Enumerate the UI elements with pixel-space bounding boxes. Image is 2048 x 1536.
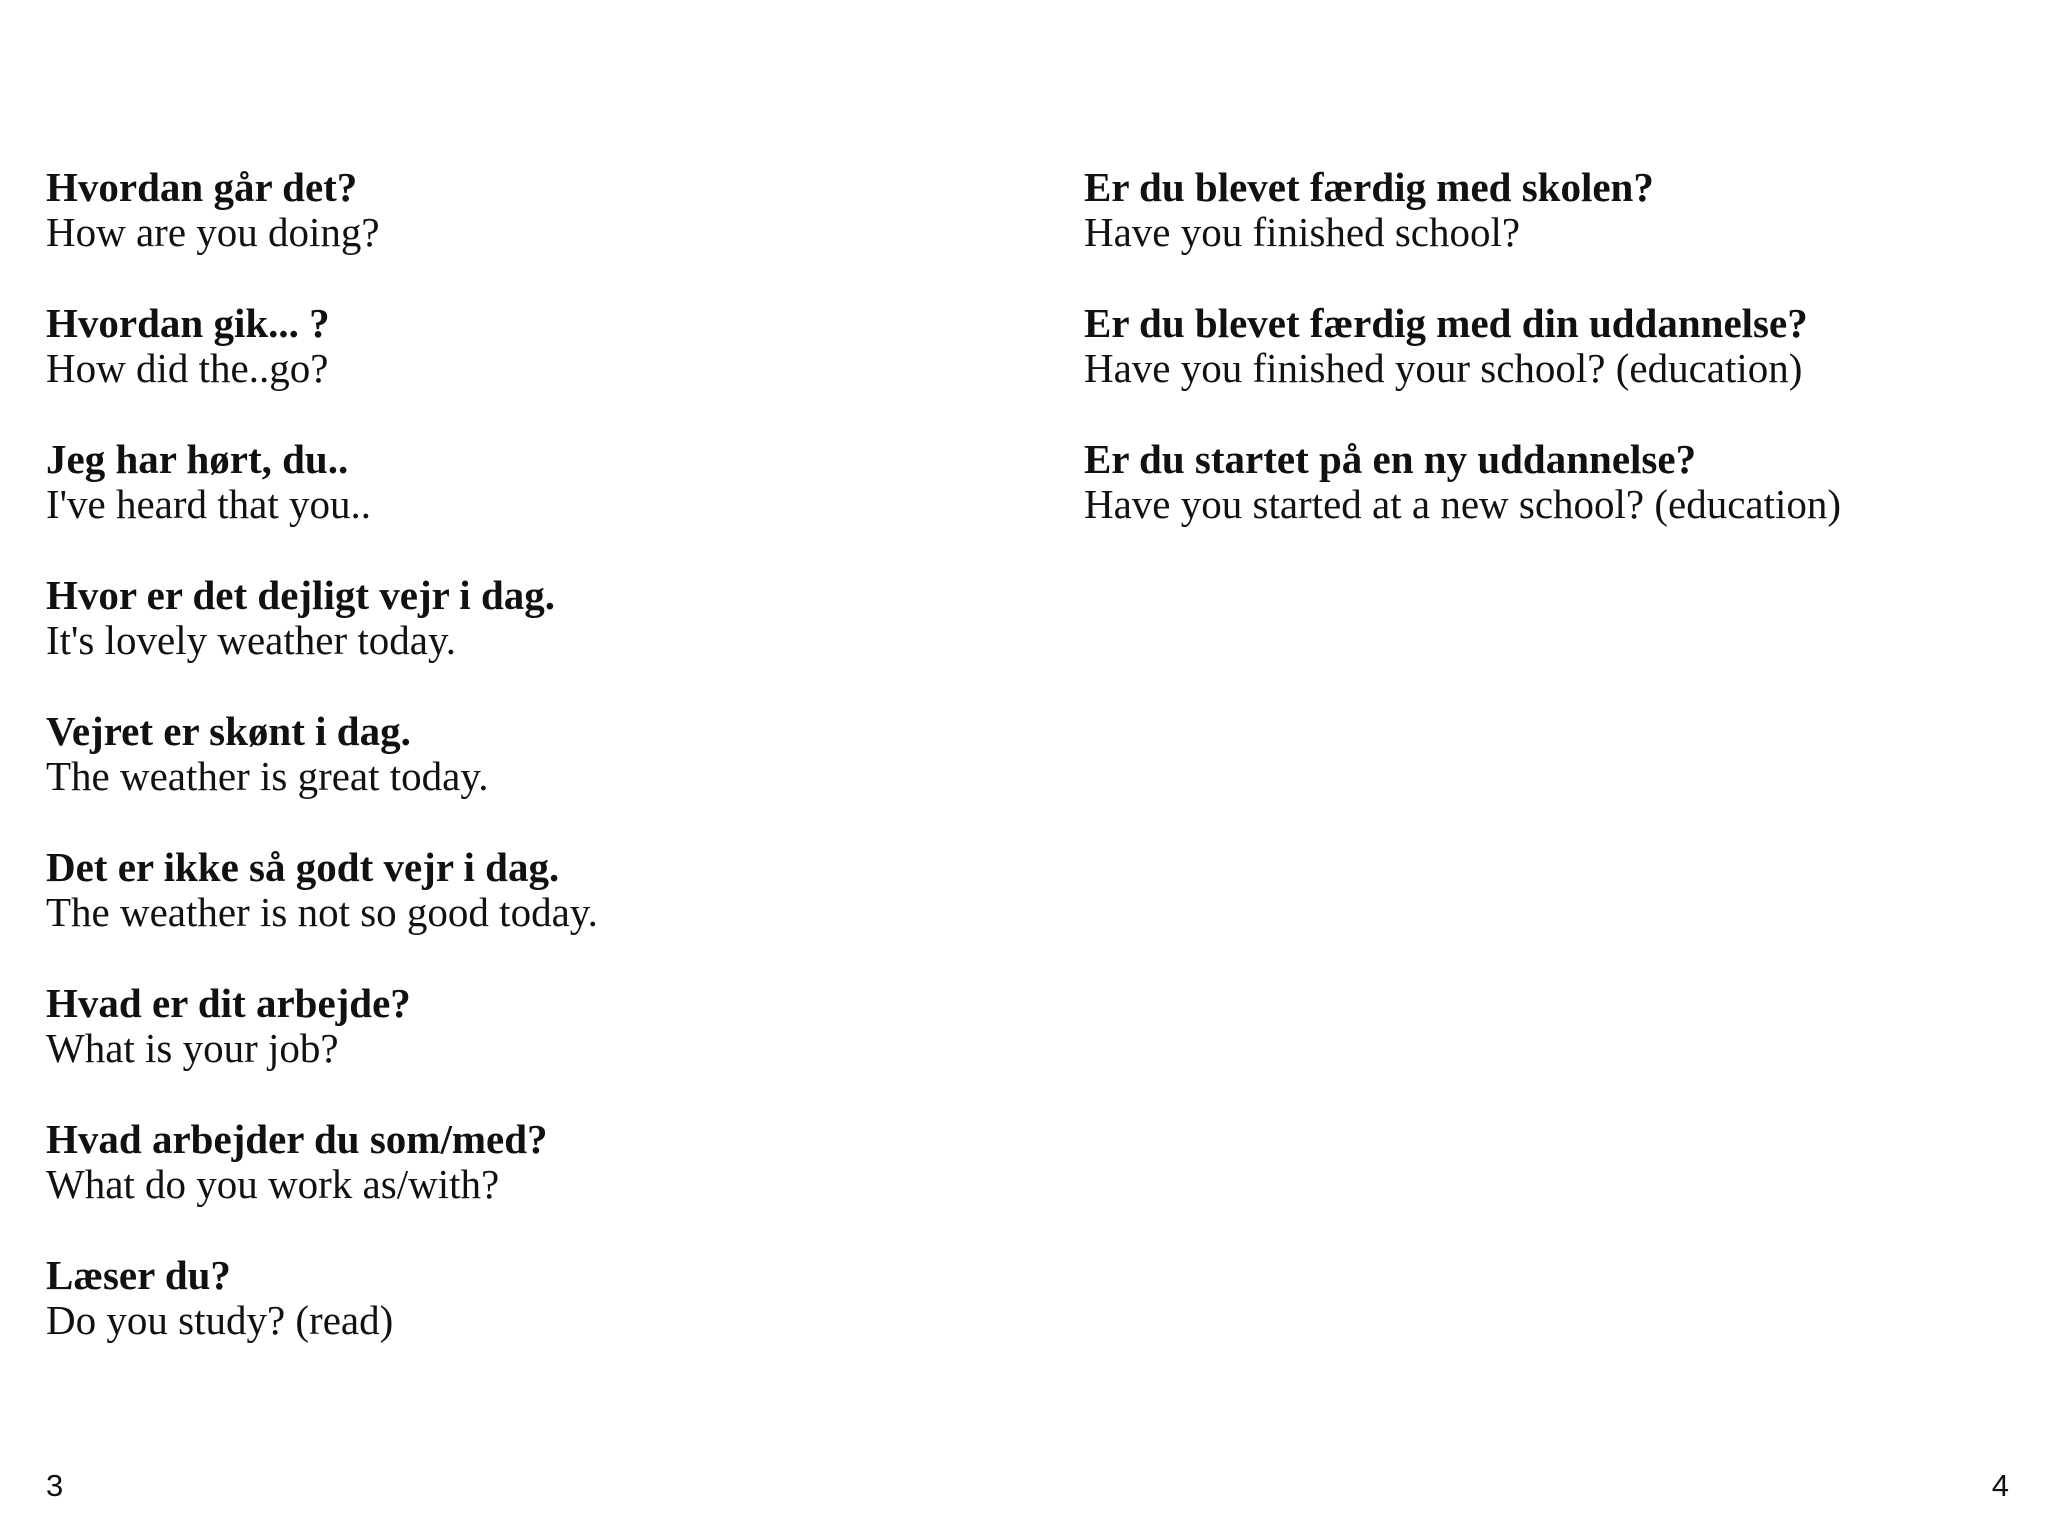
phrase-list <box>46 165 1006 1389</box>
danish-phrase: Hvordan gik... ? <box>46 300 330 346</box>
phrase-item <box>46 709 1006 799</box>
danish-phrase: Er du startet på en ny uddannelse? <box>1084 436 1697 482</box>
danish-phrase: Læser du? <box>46 1252 231 1298</box>
phrase-item <box>46 165 1006 255</box>
phrase-item <box>46 1253 1006 1343</box>
phrase-item <box>46 573 1006 663</box>
phrase-item <box>1084 437 2034 527</box>
english-translation: Have you started at a new school? (education) <box>1084 481 1842 527</box>
page-number: 4 <box>1991 1468 2009 1503</box>
danish-phrase: Det er ikke så godt vejr i dag. <box>46 844 560 890</box>
phrase-list <box>1084 165 2034 573</box>
danish-phrase: Vejret er skønt i dag. <box>46 708 411 754</box>
english-translation: What is your job? <box>46 1025 339 1071</box>
phrase-item <box>1084 301 2034 391</box>
phrase-item <box>46 845 1006 935</box>
phrase-item <box>46 1117 1006 1207</box>
phrase-item <box>46 981 1006 1071</box>
phrase-item <box>46 301 1006 391</box>
danish-phrase: Hvordan går det? <box>46 164 358 210</box>
danish-phrase: Hvad er dit arbejde? <box>46 980 411 1026</box>
danish-phrase: Jeg har hørt, du.. <box>46 436 349 482</box>
english-translation: Have you finished your school? (education) <box>1084 345 1803 391</box>
english-translation: How did the..go? <box>46 345 329 391</box>
english-translation: The weather is great today. <box>46 753 489 799</box>
english-translation: The weather is not so good today. <box>46 889 598 935</box>
english-translation: Do you study? (read) <box>46 1297 394 1343</box>
danish-phrase: Hvor er det dejligt vejr i dag. <box>46 572 555 618</box>
english-translation: What do you work as/with? <box>46 1161 500 1207</box>
phrase-item <box>1084 165 2034 255</box>
danish-phrase: Er du blevet færdig med din uddannelse? <box>1084 300 1808 346</box>
page-number: 3 <box>46 1468 64 1503</box>
right-page <box>1024 0 2048 1536</box>
danish-phrase: Hvad arbejder du som/med? <box>46 1116 548 1162</box>
english-translation: It's lovely weather today. <box>46 617 457 663</box>
phrase-item <box>46 437 1006 527</box>
english-translation: Have you finished school? <box>1084 209 1521 255</box>
danish-phrase: Er du blevet færdig med skolen? <box>1084 164 1654 210</box>
english-translation: How are you doing? <box>46 209 380 255</box>
english-translation: I've heard that you.. <box>46 481 372 527</box>
